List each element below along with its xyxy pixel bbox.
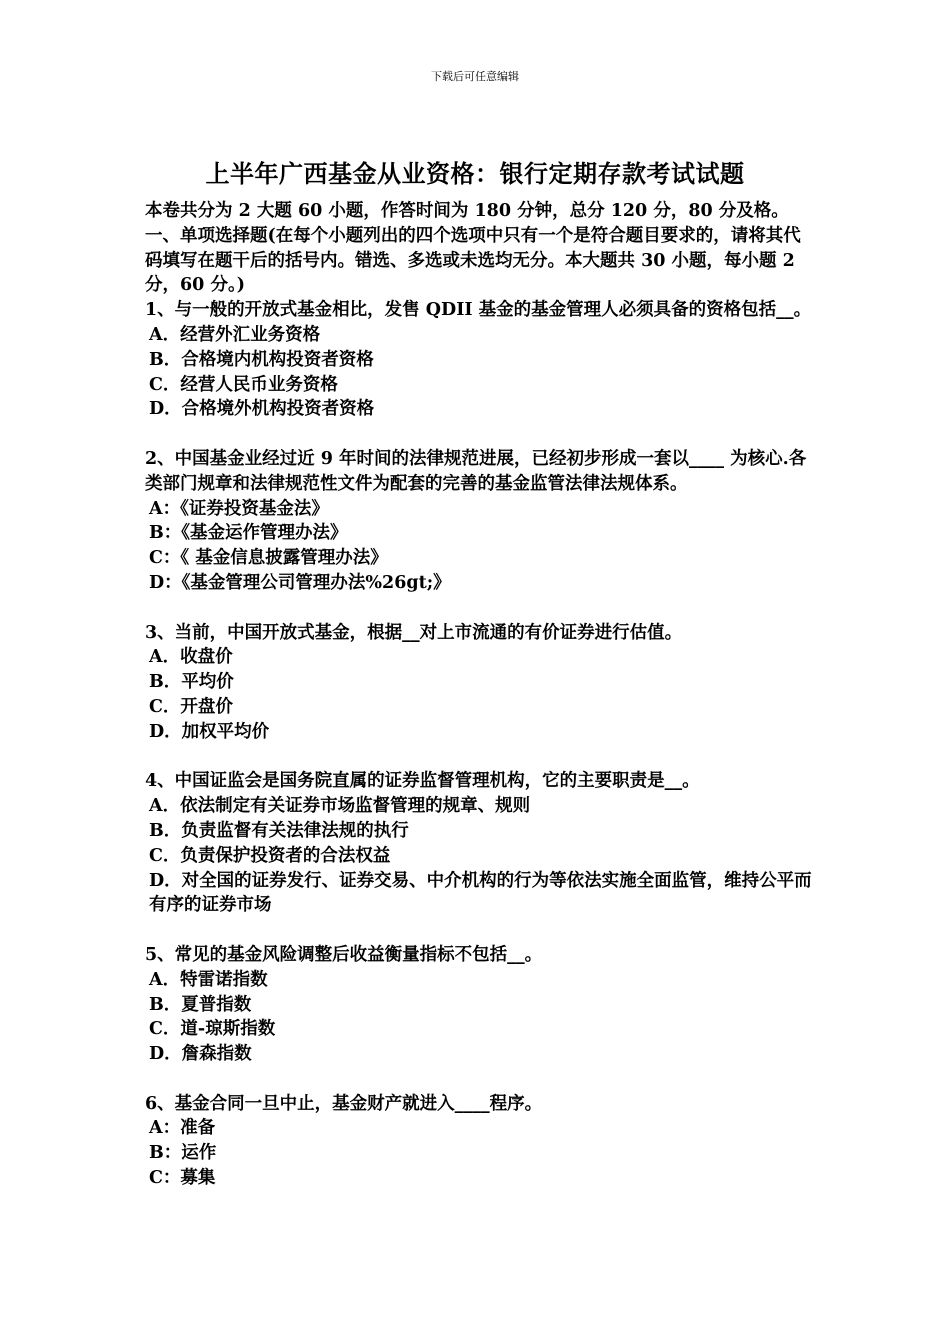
intro-section: [145, 199, 817, 298]
header-note: 下载后可任意编辑: [431, 70, 519, 83]
document-body: [145, 199, 817, 1191]
option-b: B．负责监督有关法律法规的执行: [149, 820, 409, 841]
option-a: A．经营外汇业务资格: [149, 324, 321, 345]
question-stem: 4、中国证监会是国务院直属的证券监督管理机构，它的主要职责是__。: [145, 771, 700, 792]
question-6: [145, 1092, 817, 1191]
option-d: D．合格境外机构投资者资格: [149, 399, 375, 420]
question-2: [145, 447, 817, 596]
option-b: B：运作: [149, 1143, 217, 1164]
option-d: D．对全国的证券发行、证券交易、中介机构的行为等依法实施全面监管，维持公平而有序的证券市场: [149, 870, 812, 916]
question-stem: 1、与一般的开放式基金相比，发售 QDII 基金的基金管理人必须具备的资格包括__。: [145, 300, 812, 321]
option-c: C．经营人民币业务资格: [149, 374, 338, 395]
option-c: C．开盘价: [149, 696, 233, 717]
question-stem: 3、当前，中国开放式基金，根据__对上市流通的有价证券进行估值。: [145, 622, 683, 643]
option-c: C．道-琼斯指数: [149, 1019, 276, 1040]
option-a: A：准备: [149, 1118, 216, 1139]
question-5: [145, 943, 817, 1067]
question-list: [145, 298, 817, 1191]
option-b: B：《基金运作管理办法》: [149, 523, 348, 544]
question-stem: 2、中国基金业经过近 9 年时间的法律规范进展，已经初步形成一套以____ 为核心.各类部门规章和法律规范性文件为配套的完善的基金监管法律法规体系。: [145, 448, 807, 494]
section-instructions: 一、单项选择题(在每个小题列出的四个选项中只有一个是符合题目要求的，请将其代码填写在题干后的括号内。错选、多选或未选均无分。本大题共 30 小题，每小题 2 分，60 分。): [145, 225, 801, 296]
option-b: B．平均价: [149, 672, 234, 693]
option-c: C：《 基金信息披露管理办法》: [149, 548, 388, 569]
option-d: D．詹森指数: [149, 1044, 252, 1065]
option-c: C：募集: [149, 1168, 216, 1189]
question-1: [145, 298, 817, 422]
option-d: D：《基金管理公司管理办法%26gt;》: [149, 572, 451, 593]
option-b: B．夏普指数: [149, 994, 252, 1015]
option-d: D．加权平均价: [149, 721, 270, 742]
option-b: B．合格境内机构投资者资格: [149, 349, 374, 370]
option-a: A．特雷诺指数: [149, 969, 268, 990]
option-c: C．负责保护投资者的合法权益: [149, 845, 391, 866]
option-a: A．收盘价: [149, 647, 233, 668]
option-a: A：《证券投资基金法》: [149, 498, 329, 519]
option-a: A．依法制定有关证券市场监督管理的规章、规则: [149, 796, 531, 817]
question-stem: 6、基金合同一旦中止，基金财产就进入____程序。: [145, 1093, 543, 1114]
document-title: 上半年广西基金从业资格：银行定期存款考试试题: [205, 159, 745, 188]
question-3: [145, 621, 817, 745]
exam-summary: 本卷共分为 2 大题 60 小题，作答时间为 180 分钟，总分 120 分，80 分及格。: [145, 201, 789, 221]
question-stem: 5、常见的基金风险调整后收益衡量指标不包括__。: [145, 944, 543, 965]
question-4: [145, 769, 817, 918]
